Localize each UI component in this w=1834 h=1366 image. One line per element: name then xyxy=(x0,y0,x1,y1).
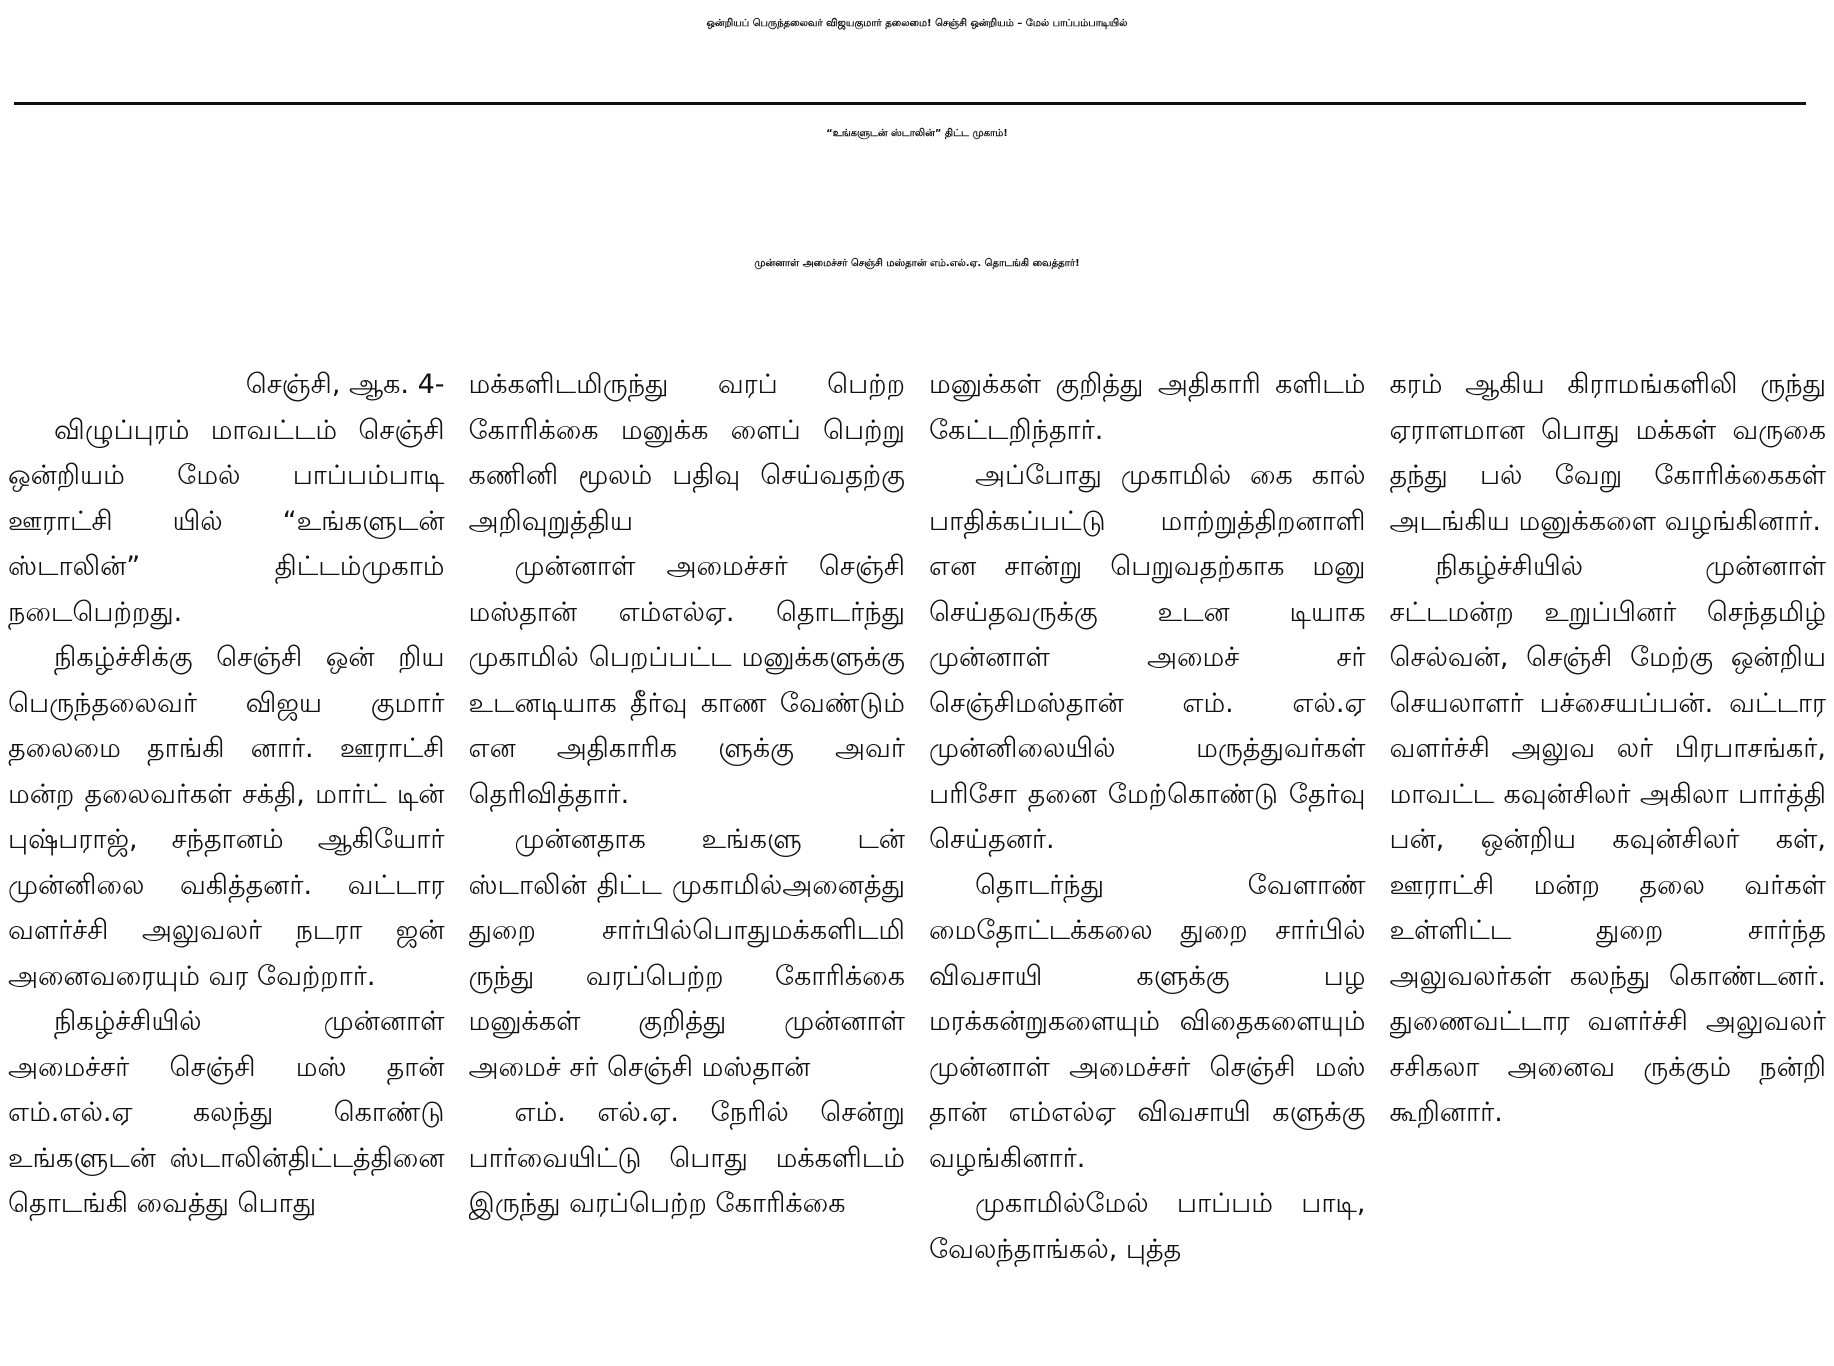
article-paragraph: கரம் ஆகிய கிராமங்களிலி ருந்து ஏராளமான பொது மக்கள் வருகை தந்து பல் வேறு கோரிக்கைகள் அடங்கிய மனுக்களை வழங்கினார். xyxy=(1389,369,1826,537)
dateline: செஞ்சி, ஆக. 4- xyxy=(245,369,445,400)
article-paragraph: முன்னாள் அமைச்சர் செஞ்சி மஸ்தான் எம்எல்ஏ. தொடர்ந்து முகாமில் பெறப்பட்ட மனுக்களுக்கு உடனடியாக தீர்வு காண வேண்டும் என அதிகாரிக ளுக்கு அவர் தெரிவித்தார். xyxy=(468,551,905,810)
headline: “உங்களுடன் ஸ்டாலின்” திட்ட முகாம்! xyxy=(826,128,1008,139)
article-paragraph: மனுக்கள் குறித்து அதிகாரி களிடம் கேட்டறிந்தார். xyxy=(929,369,1366,446)
article-column-3 xyxy=(929,362,1366,1366)
article-paragraph: முன்னதாக உங்களு டன் ஸ்டாலின் திட்ட முகாமில்அனைத்து துறை சார்பில்பொதுமக்களிடமி ருந்து வரப்பெற்ற கோரிக்கை மனுக்கள் குறித்து முன்னாள் அமைச் சர் செஞ்சி மஸ்தான் xyxy=(468,824,905,1083)
article-paragraph: விழுப்புரம் மாவட்டம் செஞ்சி ஒன்றியம் மேல் பாப்பம்பாடி ஊராட்சி யில் “உங்களுடன் ஸ்டாலின்” திட்டம்முகாம் நடைபெற்றது. xyxy=(8,414,445,628)
article-paragraph: முகாமில்மேல் பாப்பம் பாடி, வேலந்தாங்கல், புத்த xyxy=(929,1188,1366,1265)
subheadline: முன்னாள் அமைச்சர் செஞ்சி மஸ்தான் எம்.எல்.ஏ. தொடங்கி வைத்தார்! xyxy=(754,258,1080,269)
article-paragraph: மக்களிடமிருந்து வரப் பெற்ற கோரிக்கை மனுக்க ளைப் பெற்று கணினி மூலம் பதிவு செய்வதற்கு அறிவுறுத்திய xyxy=(468,369,905,537)
kicker-line: ஒன்றியப் பெருந்தலைவர் விஜயகுமார் தலைமை! செஞ்சி ஒன்றியம் – மேல் பாப்பம்பாடியில் xyxy=(706,18,1128,29)
article-body xyxy=(8,362,1826,1366)
kicker-divider xyxy=(14,102,1806,105)
article-column-2 xyxy=(469,362,906,1366)
article-paragraph: தொடர்ந்து வேளாண் மைதோட்டக்கலை துறை சார்பில் விவசாயி களுக்கு பழ மரக்கன்றுகளையும் விதைகளையும் முன்னாள் அமைச்சர் செஞ்சி மஸ் தான் எம்எல்ஏ விவசாயி களுக்கு வழங்கினார். xyxy=(929,869,1366,1174)
article-paragraph: அப்போது முகாமில் கை கால் பாதிக்கப்பட்டு மாற்றுத்திறனாளி என சான்று பெறுவதற்காக மனு செய்தவருக்கு உடன டியாக முன்னாள் அமைச் சர் செஞ்சிமஸ்தான் எம். எல்.ஏ முன்னிலையில் மருத்துவர்கள் பரிசோ தனை மேற்கொண்டு தேர்வு செய்தனர். xyxy=(929,460,1366,855)
article-paragraph: நிகழ்ச்சியில் முன்னாள் சட்டமன்ற உறுப்பினர் செந்தமிழ் செல்வன், செஞ்சி மேற்கு ஒன்றிய செயலாளர் பச்சையப்பன். வட்டார வளர்ச்சி அலுவ லர் பிரபாசங்கர், மாவட்ட கவுன்சிலர் அகிலா பார்த்தி பன், ஒன்றிய கவுன்சிலர் கள், ஊராட்சி மன்ற தலை வர்கள் உள்ளிட்ட துறை சார்ந்த அலுவலர்கள் கலந்து கொண்டனர். துணைவட்டார வளர்ச்சி அலுவலர் சசிகலா அனைவ ருக்கும் நன்றி கூறினார். xyxy=(1389,551,1826,1128)
article-column-4 xyxy=(1390,362,1827,1366)
article-paragraph: எம். எல்.ஏ. நேரில் சென்று பார்வையிட்டு பொது மக்களிடம் இருந்து வரப்பெற்ற கோரிக்கை xyxy=(468,1097,905,1219)
article-paragraph: நிகழ்ச்சிக்கு செஞ்சி ஒன் றிய பெருந்தலைவர் விஜய குமார் தலைமை தாங்கி னார். ஊராட்சி மன்ற தலைவர்கள் சக்தி, மார்ட் டின் புஷ்பராஜ், சந்தானம் ஆகியோர் முன்னிலை வகித்தனர். வட்டார வளர்ச்சி அலுவலர் நடரா ஜன் அனைவரையும் வர வேற்றார். xyxy=(8,642,445,992)
article-column-1 xyxy=(8,362,445,1366)
article-paragraph: நிகழ்ச்சியில் முன்னாள் அமைச்சர் செஞ்சி மஸ் தான் எம்.எல்.ஏ கலந்து கொண்டு உங்களுடன் ஸ்டாலின்திட்டத்தினை தொடங்கி வைத்து பொது xyxy=(8,1006,445,1219)
